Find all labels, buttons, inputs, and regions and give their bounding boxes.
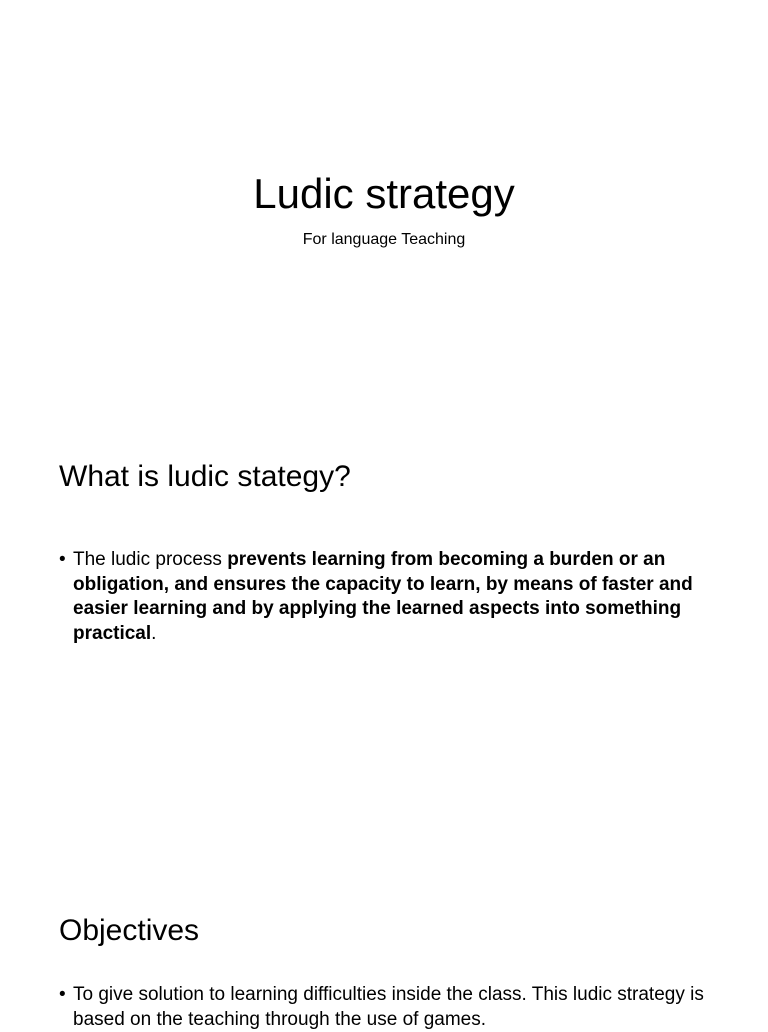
bullet-icon: • — [59, 984, 66, 1005]
bullet-icon: • — [59, 549, 66, 570]
title-slide — [0, 0, 768, 420]
bullet-text-tail: . — [151, 622, 157, 644]
bullet-text: To give solution to learning difficulties inside the class. This ludic strategy is based on the teaching through the use of games. — [73, 984, 704, 1030]
definition-slide — [0, 420, 768, 875]
slide-heading: What is ludic stategy? — [59, 460, 351, 493]
bullet-list — [59, 983, 719, 1032]
bullet-item — [59, 983, 719, 1032]
slide-heading: Objectives — [59, 914, 200, 947]
bullet-list — [59, 548, 719, 646]
presentation-title: Ludic strategy — [253, 170, 515, 217]
bullet-text-lead: The ludic process — [73, 549, 228, 570]
bullet-text-bold: prevents learning from becoming a burden or an obligation, and ensures the capacity to learn, by means of faster and easier learning and by applying the learned aspects into something practical — [73, 549, 693, 644]
bullet-item — [59, 548, 719, 646]
objectives-slide — [0, 875, 768, 1030]
presentation-subtitle: For language Teaching — [302, 231, 466, 248]
